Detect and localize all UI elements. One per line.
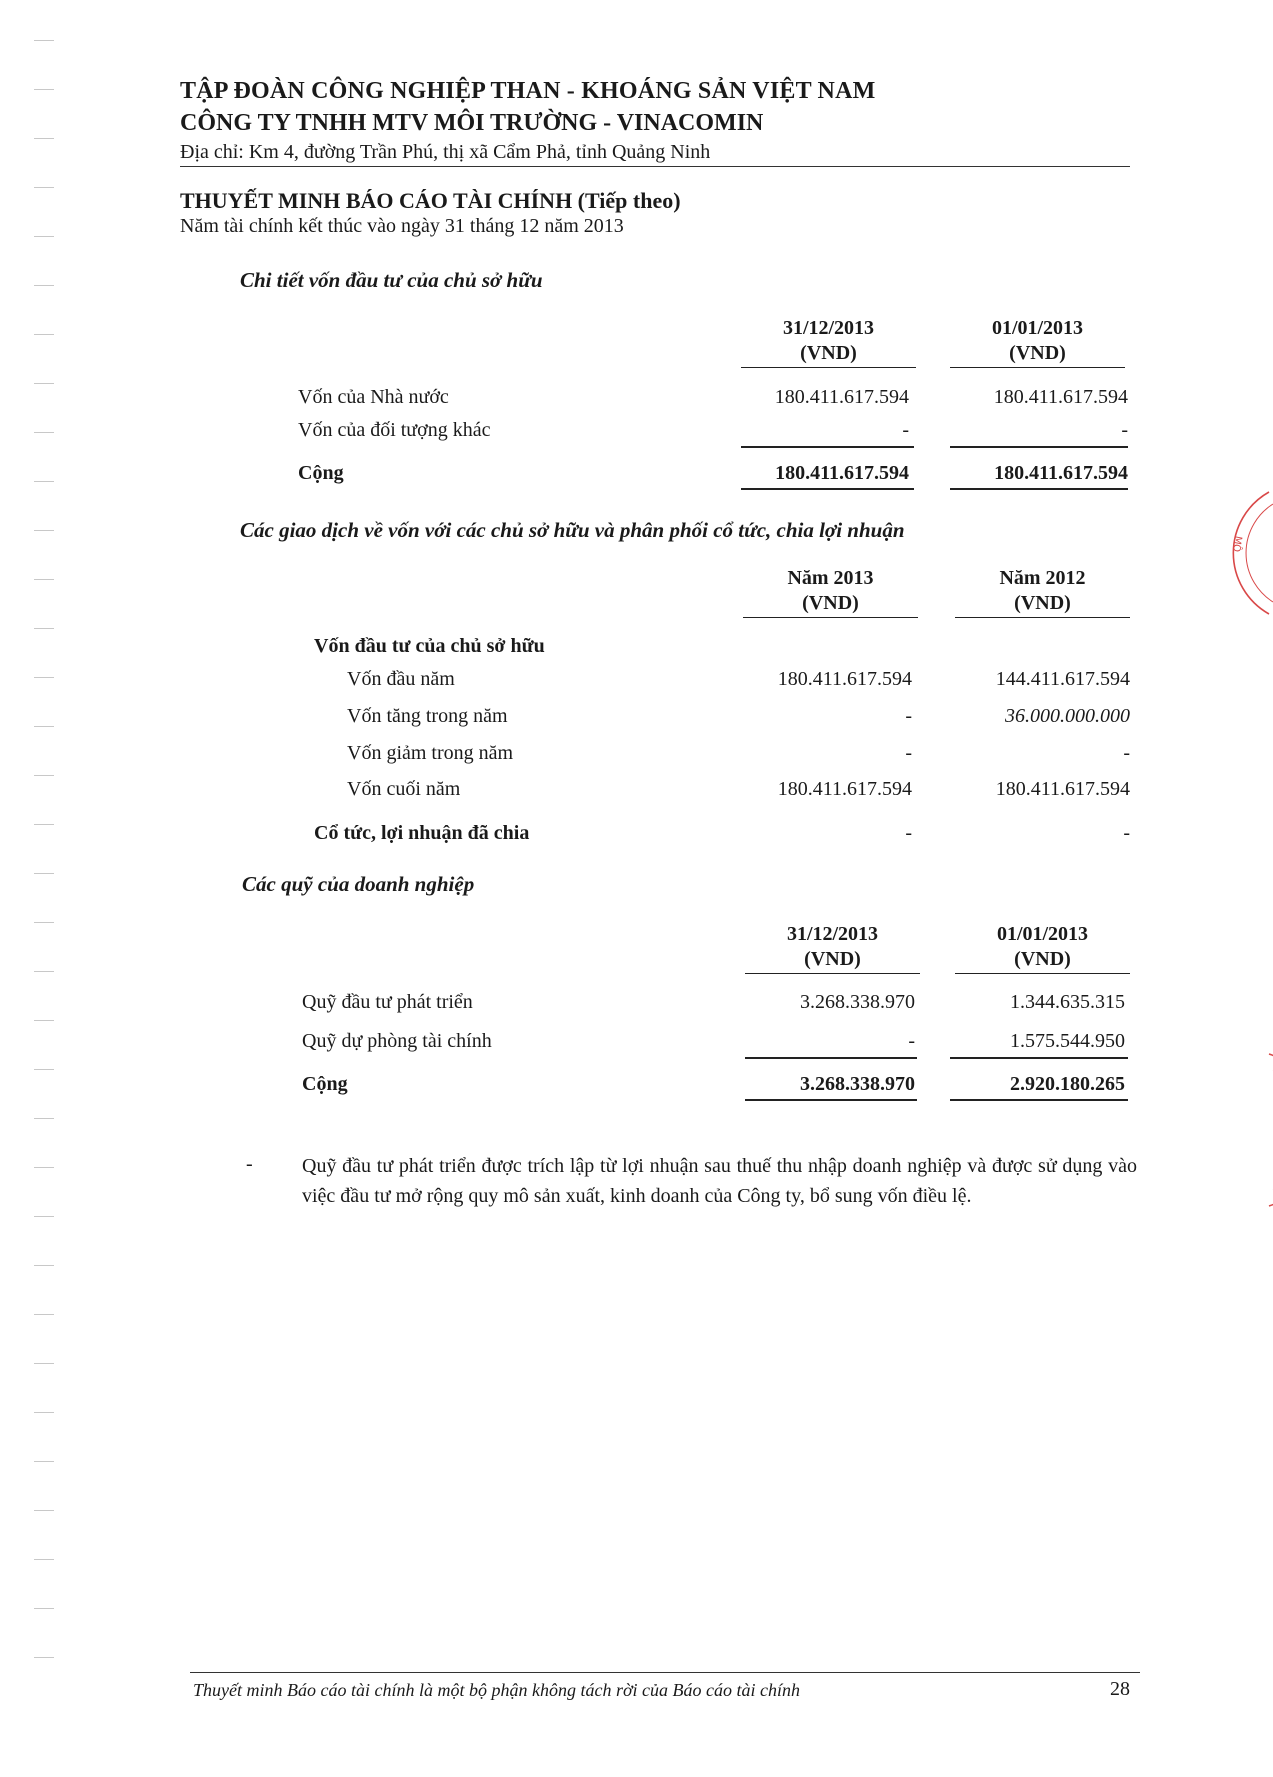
row-label: Vốn đầu năm [347, 668, 455, 690]
margin-tick [34, 236, 54, 237]
total-rule [745, 1099, 917, 1101]
margin-tick [34, 138, 54, 139]
margin-tick [34, 1069, 54, 1070]
margin-tick [34, 628, 54, 629]
margin-tick [34, 775, 54, 776]
row-value: 180.411.617.594 [777, 668, 912, 690]
column-date: 01/01/2013 [996, 923, 1089, 945]
column-unit: (VND) [950, 341, 1125, 368]
row-value: - [905, 705, 912, 727]
dividend-value: - [1123, 822, 1130, 844]
row-value: - [1121, 419, 1128, 441]
column-date: 31/12/2013 [786, 923, 879, 945]
column-date: 01/01/2013 [991, 317, 1084, 339]
margin-tick [34, 89, 54, 90]
margin-tick [34, 1461, 54, 1462]
note-paragraph: Quỹ đầu tư phát triển được trích lập từ lợi nhuận sau thuế thu nhập doanh nghiệp và được sử dụng vào việc đầu tư mở rộng quy mô sản xuất, kinh doanh của Công ty, bổ sung vốn điều lệ. [302, 1155, 1137, 1207]
column-header [741, 316, 916, 368]
total-rule [950, 488, 1128, 490]
row-value: 180.411.617.594 [995, 778, 1130, 800]
total-rule [950, 1099, 1128, 1101]
total-value: 180.411.617.594 [775, 462, 909, 484]
section-title-capital-transactions: Các giao dịch về vốn với các chủ sở hữu và phân phối cổ tức, chia lợi nhuận [240, 518, 905, 542]
section-title-enterprise-funds: Các quỹ của doanh nghiệp [242, 872, 475, 896]
row-value: - [902, 419, 909, 441]
margin-tick [34, 1608, 54, 1609]
row-value: 1.575.544.950 [1010, 1030, 1125, 1052]
svg-text:MÔ [1230, 535, 1244, 553]
column-header [950, 316, 1125, 368]
total-value: 3.268.338.970 [800, 1073, 915, 1095]
dividend-value: - [905, 822, 912, 844]
fiscal-year: Năm tài chính kết thúc vào ngày 31 tháng 12 năm 2013 [180, 215, 624, 237]
row-label: Vốn giảm trong năm [347, 742, 514, 764]
subtotal-rule [745, 1057, 917, 1059]
column-header [743, 566, 918, 618]
total-label: Cộng [298, 462, 344, 484]
row-label: Quỹ đầu tư phát triển [302, 991, 473, 1013]
row-value: 144.411.617.594 [995, 668, 1130, 690]
company-seal-fragment-bottom [1205, 1050, 1273, 1210]
margin-tick [34, 922, 54, 923]
row-value: 3.268.338.970 [800, 991, 915, 1013]
margin-tick [34, 1314, 54, 1315]
note-bullet: - [246, 1153, 253, 1175]
binding-margin-marks [34, 40, 56, 1680]
column-unit: (VND) [743, 591, 918, 618]
column-header [955, 922, 1130, 974]
margin-tick [34, 1167, 54, 1168]
column-unit: (VND) [955, 591, 1130, 618]
report-title: THUYẾT MINH BÁO CÁO TÀI CHÍNH (Tiếp theo) [180, 188, 681, 213]
footer-divider [190, 1672, 1140, 1673]
row-label: Vốn tăng trong năm [347, 705, 508, 727]
margin-tick [34, 1118, 54, 1119]
margin-tick [34, 971, 54, 972]
company-seal-fragment-top [1225, 488, 1273, 618]
margin-tick [34, 530, 54, 531]
margin-tick [34, 1412, 54, 1413]
margin-tick [34, 677, 54, 678]
total-label: Cộng [302, 1073, 348, 1095]
margin-tick [34, 1657, 54, 1658]
row-value: - [908, 1030, 915, 1052]
column-date: Năm 2012 [999, 567, 1086, 589]
row-label: Vốn của đối tượng khác [298, 419, 491, 441]
footer-note: Thuyết minh Báo cáo tài chính là một bộ phận không tách rời của Báo cáo tài chính [193, 1680, 801, 1700]
row-value: 180.411.617.594 [993, 386, 1128, 408]
margin-tick [34, 383, 54, 384]
column-date: 31/12/2013 [782, 317, 875, 339]
margin-tick [34, 1216, 54, 1217]
dividend-label: Cổ tức, lợi nhuận đã chia [314, 822, 530, 844]
margin-tick [34, 1265, 54, 1266]
margin-tick [34, 334, 54, 335]
margin-tick [34, 285, 54, 286]
margin-tick [34, 432, 54, 433]
column-header [955, 566, 1130, 618]
column-unit: (VND) [745, 947, 920, 974]
total-rule [741, 488, 914, 490]
row-value: 180.411.617.594 [774, 386, 909, 408]
margin-tick [34, 873, 54, 874]
margin-tick [34, 1510, 54, 1511]
row-value: 1.344.635.315 [1010, 991, 1125, 1013]
subtotal-rule [741, 446, 914, 448]
margin-tick [34, 726, 54, 727]
total-value: 2.920.180.265 [1010, 1073, 1125, 1095]
row-value: 36.000.000.000 [1005, 705, 1130, 727]
margin-tick [34, 1559, 54, 1560]
group-name: TẬP ĐOÀN CÔNG NGHIỆP THAN - KHOÁNG SẢN VIỆT NAM [180, 78, 876, 104]
subtotal-rule [950, 446, 1128, 448]
company-name: CÔNG TY TNHH MTV MÔI TRƯỜNG - VINACOMIN [180, 110, 764, 136]
row-label: Quỹ dự phòng tài chính [302, 1030, 492, 1052]
margin-tick [34, 824, 54, 825]
section-title-owner-capital: Chi tiết vốn đầu tư của chủ sở hữu [240, 268, 543, 292]
margin-tick [34, 40, 54, 41]
total-value: 180.411.617.594 [994, 462, 1128, 484]
row-label: Vốn cuối năm [347, 778, 461, 800]
margin-tick [34, 187, 54, 188]
row-value: 180.411.617.594 [777, 778, 912, 800]
page-number: 28 [1110, 1678, 1130, 1700]
row-value: - [1123, 742, 1130, 764]
margin-tick [34, 481, 54, 482]
column-header [745, 922, 920, 974]
row-value: - [905, 742, 912, 764]
margin-tick [34, 579, 54, 580]
company-address: Địa chỉ: Km 4, đường Trần Phú, thị xã Cẩm Phả, tỉnh Quảng Ninh [180, 141, 711, 163]
margin-tick [34, 1020, 54, 1021]
header-divider [180, 166, 1130, 167]
row-label: Vốn của Nhà nước [298, 386, 449, 408]
column-unit: (VND) [955, 947, 1130, 974]
column-unit: (VND) [741, 341, 916, 368]
subtotal-rule [950, 1057, 1128, 1059]
column-date: Năm 2013 [787, 567, 874, 589]
seal-text: MÔ [1230, 534, 1244, 553]
group-label: Vốn đầu tư của chủ sở hữu [314, 635, 545, 657]
margin-tick [34, 1363, 54, 1364]
